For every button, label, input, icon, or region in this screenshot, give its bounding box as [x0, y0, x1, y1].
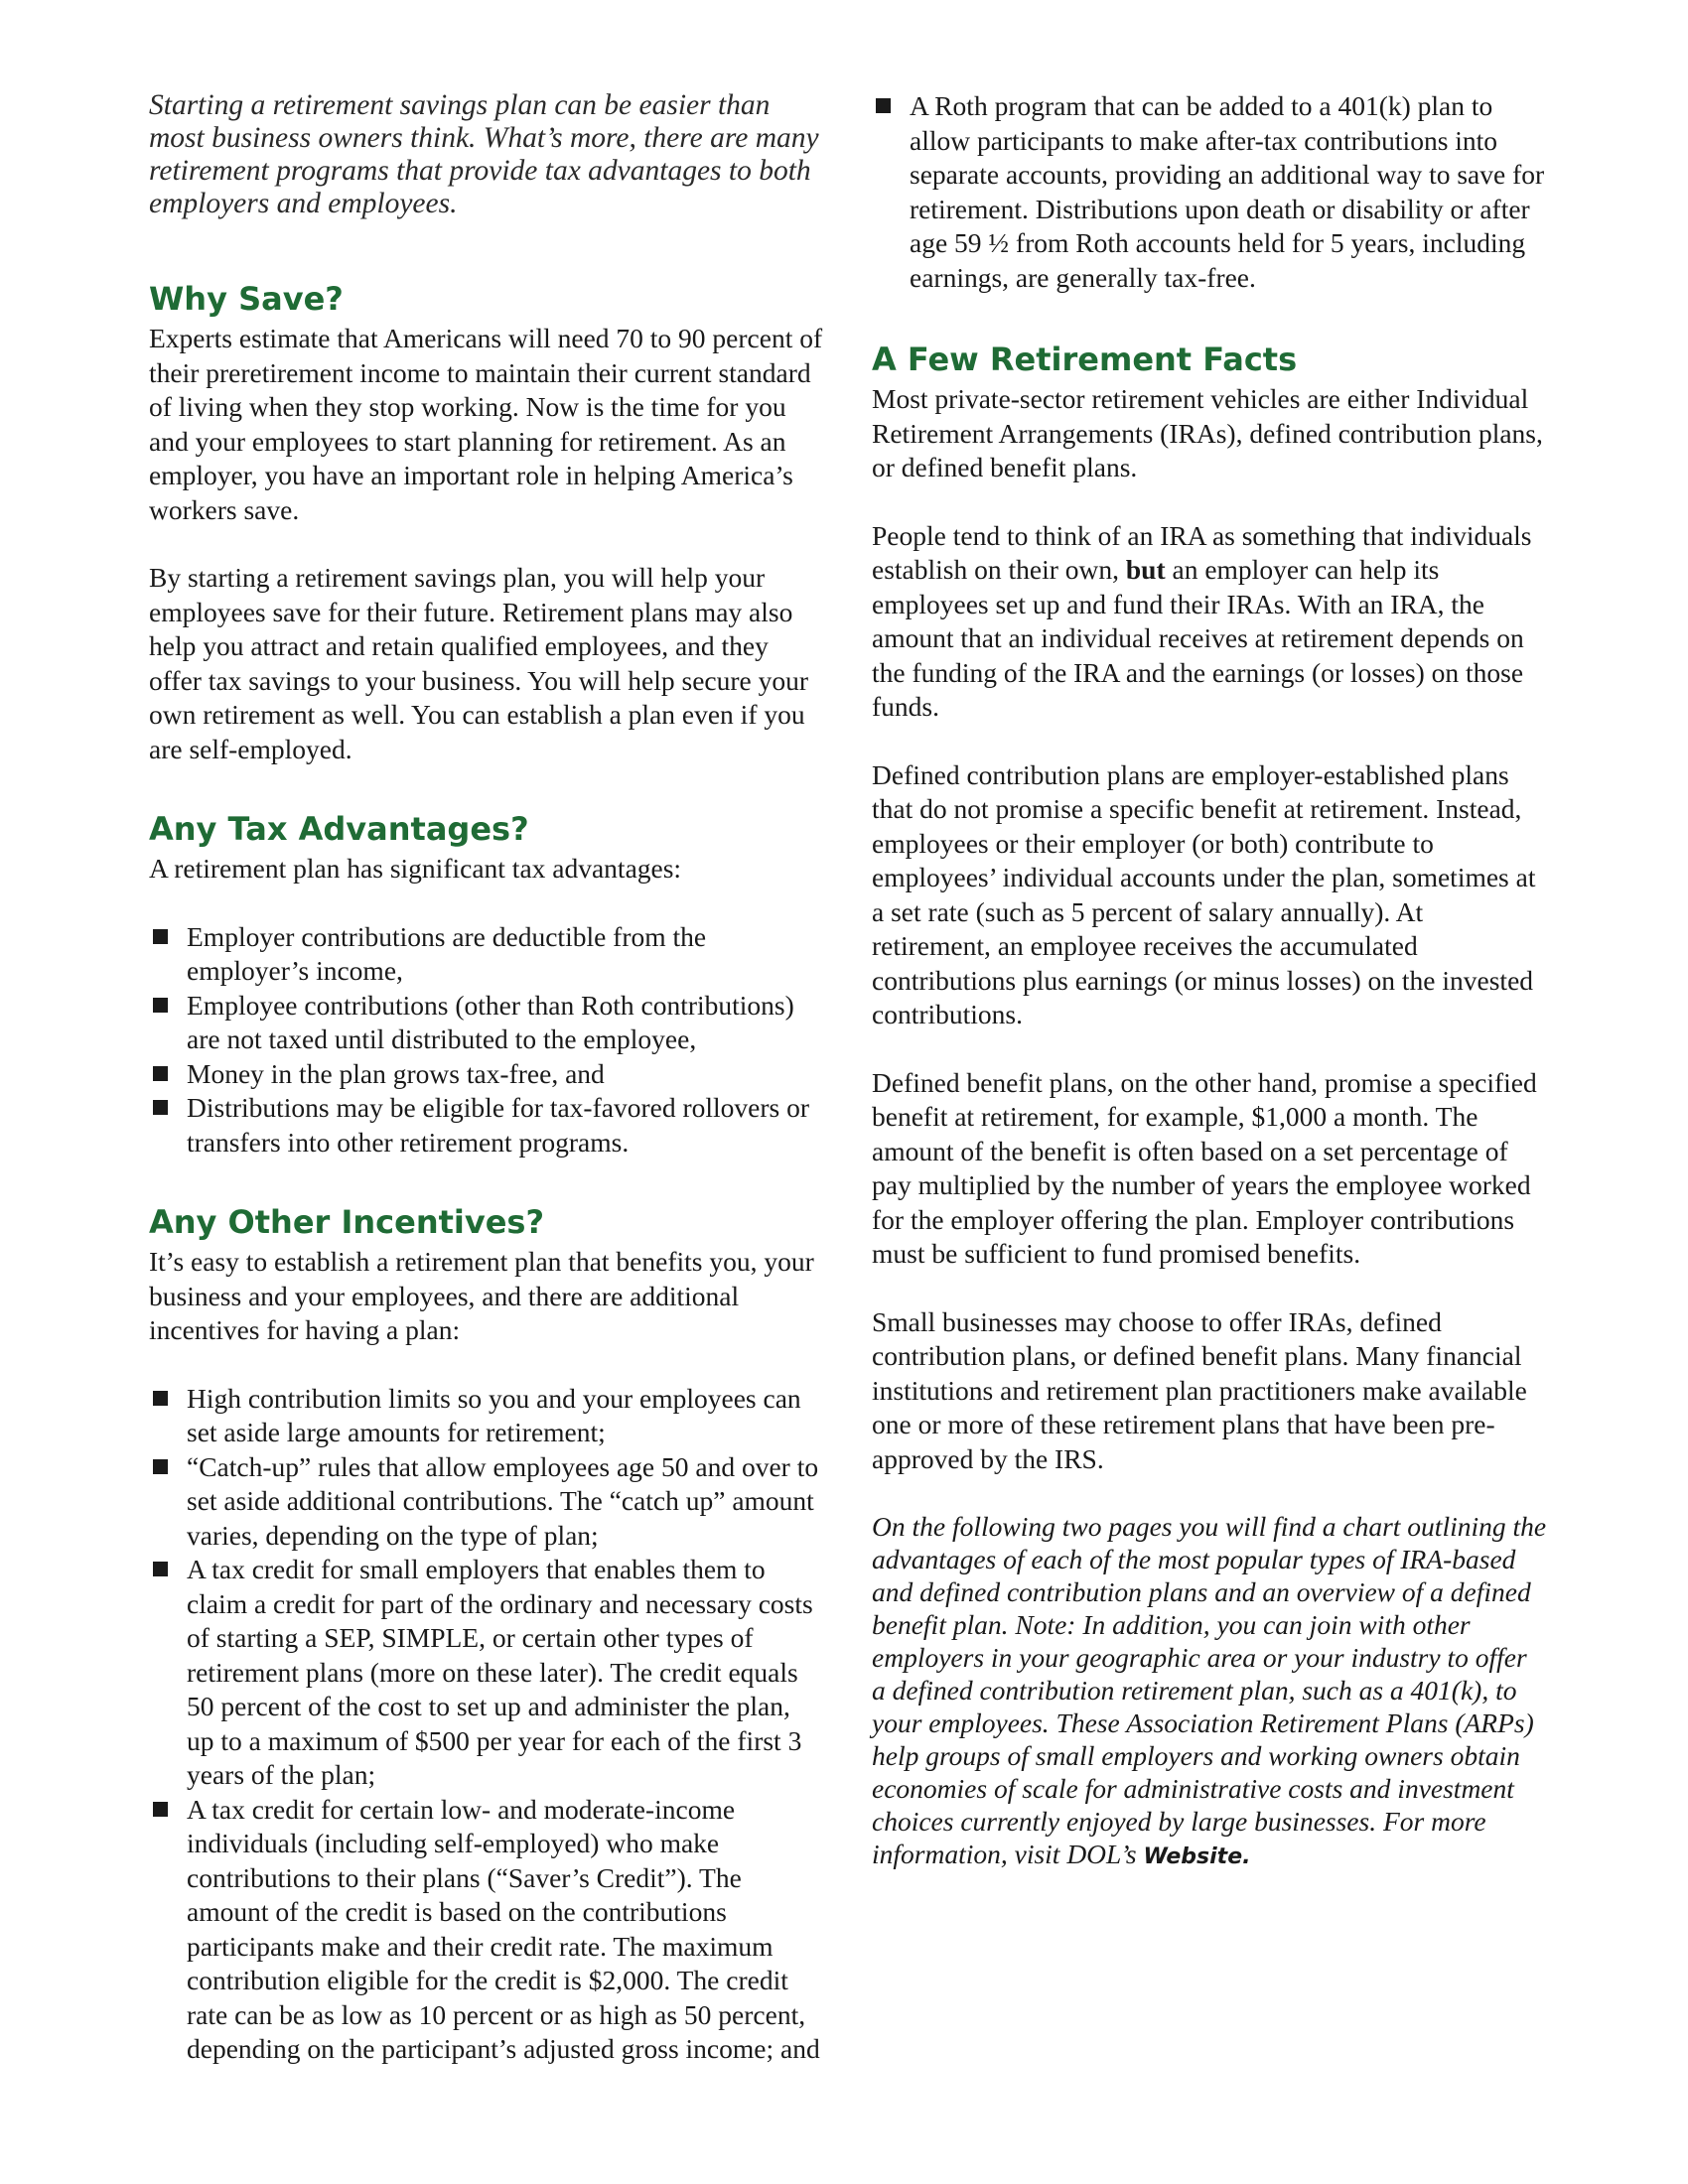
- list-item: [872, 89, 1547, 295]
- roth-list: [872, 89, 1547, 295]
- facts-paragraph-2-start: People tend to think of an IRA as something that individuals establish on their own,: [872, 519, 1532, 585]
- square-bullet-icon: [153, 1100, 168, 1115]
- list-item-text: Employer contributions are deductible from the employer’s income,: [187, 920, 707, 986]
- other-incentives-heading: Any Other Incentives?: [149, 1203, 545, 1241]
- list-item: [149, 1793, 824, 2067]
- other-incentives-lead: It’s easy to establish a retirement plan that benefits you, your business and your employees, and there are additional incentives for having a plan:: [149, 1246, 814, 1345]
- why-save-paragraph-2: By starting a retirement savings plan, you will help your employees save for their future. Retirement plans may also help you attract and retain qualified employees, and they offer tax savings to your business. You will help secure your own retirement as well. You can establish a plan even if you are self-employed.: [149, 562, 809, 764]
- list-item: [149, 1553, 824, 1793]
- list-item-text: Distributions may be eligible for tax-favored rollovers or transfers into other retirement programs.: [187, 1092, 809, 1158]
- tax-advantages-heading: Any Tax Advantages?: [149, 810, 529, 848]
- facts-paragraph-2-end: an employer can help its employees set up and fund their IRAs. With an IRA, the amount that an individual receives at retirement depends on the funding of the IRA and the earnings (or losses) on those funds.: [872, 554, 1524, 722]
- facts-paragraph-2: [872, 519, 1547, 725]
- other-incentives-list: [149, 1382, 824, 2067]
- list-item: [149, 920, 824, 989]
- list-item-text: “Catch-up” rules that allow employees age 50 and over to set aside additional contributions. The “catch up” amount varies, depending on the type of plan;: [187, 1450, 819, 1551]
- square-bullet-icon: [153, 1391, 168, 1406]
- facts-paragraph-3: Defined contribution plans are employer-established plans that do not promise a specific benefit at retirement. Instead, employees or their employer (or both) contribute to employees’ individual accounts under the plan, sometimes at a set rate (such as 5 percent of salary annually). At retirement, an employee receives the accumulated contributions plus earnings (or minus losses) on the invested contributions.: [872, 758, 1536, 1029]
- right-column: [872, 89, 1547, 1873]
- list-item-text: Money in the plan grows tax-free, and: [187, 1057, 605, 1089]
- facts-paragraph-2-bold: but: [1125, 554, 1166, 585]
- list-item: [149, 1382, 824, 1450]
- list-item: [149, 1450, 824, 1554]
- facts-paragraph-1: Most private-sector retirement vehicles are either Individual Retirement Arrangements (IRAs), defined contribution plans, or defined benefit plans.: [872, 383, 1543, 482]
- list-item-text: A tax credit for certain low- and moderate-income individuals (including self-employed) who make contributions to their plans (“Saver’s Credit”). The amount of the credit is based on the contributions participants make and their credit rate. The maximum contribution eligible for the credit is $2,000. The credit rate can be as low as 10 percent or as high as 50 percent, depending on the participant’s adjusted gross income; and: [187, 1793, 820, 2064]
- facts-paragraph-4: Defined benefit plans, on the other hand, promise a specified benefit at retirement, for example, $1,000 a month. The amount of the benefit is often based on a set percentage of pay multiplied by the number of years the employee worked for the employer offering the plan. Employer contributions must be sufficient to fund promised benefits.: [872, 1066, 1537, 1269]
- tax-advantages-list: [149, 920, 824, 1160]
- square-bullet-icon: [153, 1459, 168, 1474]
- list-item: [149, 989, 824, 1057]
- left-column: [149, 89, 824, 2067]
- square-bullet-icon: [153, 998, 168, 1013]
- list-item-text: Employee contributions (other than Roth contributions) are not taxed until distributed to the employee,: [187, 989, 794, 1054]
- list-item-text: A tax credit for small employers that enables them to claim a credit for part of the ordinary and necessary costs of starting a SEP, SIMPLE, or certain other types of retirement plans (more on these later). The credit equals 50 percent of the cost to set up and administer the plan, up to a maximum of $500 per year for each of the first 3 years of the plan;: [187, 1554, 813, 1790]
- square-bullet-icon: [153, 929, 168, 944]
- why-save-paragraph-1: Experts estimate that Americans will need 70 to 90 percent of their preretirement income to maintain their current standard of living when they stop working. Now is the time for you and your employees to start planning for retirement. As an employer, you have an important role in helping America’s workers save.: [149, 323, 823, 525]
- retirement-facts-heading: A Few Retirement Facts: [872, 341, 1298, 378]
- intro-text: Starting a retirement savings plan can be easier than most business owners think. What’s more, there are many retirement programs that provide tax advantages to both employers and employees.: [149, 89, 819, 219]
- list-item-text: A Roth program that can be added to a 401(k) plan to allow participants to make after-tax contributions into separate accounts, providing an additional way to save for retirement. Distributions upon death or disability or after age 59 ½ from Roth accounts held for 5 years, including earnings, are generally tax-free.: [910, 90, 1545, 293]
- list-item: [149, 1057, 824, 1092]
- closing-text: On the following two pages you will find a chart outlining the advantages of each of the most popular types of IRA-based and defined contribution plans and an overview of a defined benefit plan. Note: In addition, you can join with other employers in your geographic area or your industry to offer a defined contribution retirement plan, such as a 401(k), to your employees. These Association Retirement Plans (ARPs) help groups of small employers and working owners obtain economies of scale for administrative costs and investment choices currently enjoyed by large businesses. For more information, visit DOL’s: [872, 1511, 1547, 1869]
- square-bullet-icon: [153, 1802, 168, 1817]
- list-item-text: High contribution limits so you and your employees can set aside large amounts for retirement;: [187, 1382, 801, 1447]
- dol-website-link[interactable]: Website.: [1143, 1844, 1251, 1869]
- why-save-heading: Why Save?: [149, 280, 344, 318]
- list-item: [149, 1091, 824, 1160]
- facts-paragraph-5: Small businesses may choose to offer IRAs, defined contribution plans, or defined benefit plans. Many financial institutions and retirement plan practitioners make available one or more of these retirement plans that have been pre-approved by the IRS.: [872, 1305, 1527, 1474]
- square-bullet-icon: [876, 98, 891, 113]
- closing-note: [872, 1510, 1547, 1873]
- square-bullet-icon: [153, 1066, 168, 1081]
- square-bullet-icon: [153, 1562, 168, 1576]
- tax-advantages-lead: A retirement plan has significant tax advantages:: [149, 853, 682, 884]
